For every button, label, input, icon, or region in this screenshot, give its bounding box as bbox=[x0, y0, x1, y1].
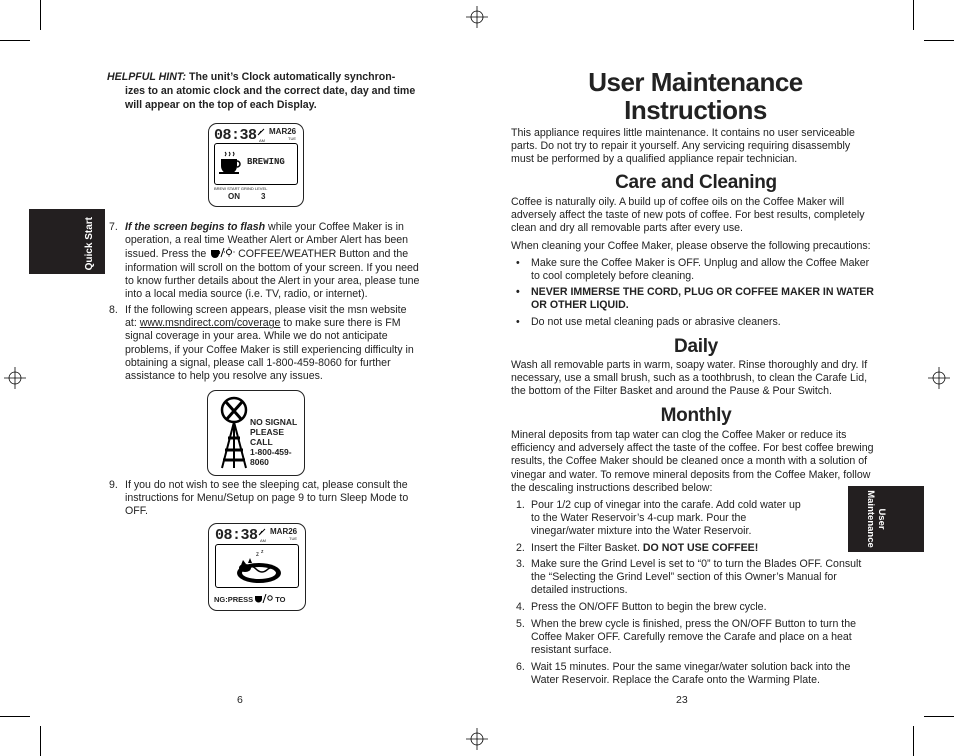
no-signal-line: 8060 bbox=[250, 457, 269, 467]
bullet-dot: • bbox=[516, 257, 520, 269]
descaling-step bbox=[516, 601, 876, 614]
antenna-tower-icon bbox=[216, 396, 252, 470]
descaling-step bbox=[516, 661, 876, 687]
care-paragraph-1: Coffee is naturally oily. A build up of coffee oils on the Coffee Maker will adversely affect the taste of new pots of coffee. For best results, completely clean and dry all removable parts after every use. bbox=[511, 196, 865, 235]
descaling-step bbox=[516, 618, 876, 658]
step-text: Press the ON/OFF Button to begin the brew cycle. bbox=[531, 601, 767, 613]
precaution-bullet bbox=[516, 257, 876, 283]
crop-mark bbox=[40, 726, 41, 756]
bullet-dot: • bbox=[516, 286, 520, 298]
bottom-text: TO bbox=[275, 595, 286, 604]
crop-mark bbox=[913, 726, 914, 756]
bullet-text: Do not use metal cleaning pads or abrasive cleaners. bbox=[531, 316, 781, 328]
title-line: User Maintenance bbox=[588, 67, 803, 97]
step-number: 5. bbox=[516, 618, 525, 630]
status-text: BREWING bbox=[247, 157, 285, 167]
svg-text:z: z bbox=[261, 549, 264, 555]
registration-mark-icon bbox=[466, 728, 488, 750]
step-text: Insert the Filter Basket. bbox=[531, 542, 643, 554]
coffee-weather-button-icon bbox=[209, 247, 235, 258]
clock-time: 08:38 bbox=[215, 527, 258, 544]
bullet-text: NEVER IMMERSE THE CORD, PLUG OR COFFEE MAKER IN WATER OR OTHER LIQUID. bbox=[531, 286, 874, 312]
list-item-7 bbox=[109, 221, 421, 301]
bullet-text: Make sure the Coffee Maker is OFF. Unplug and allow the Coffee Maker to cool completely before cleaning. bbox=[531, 257, 870, 283]
daily-heading: Daily bbox=[674, 336, 718, 357]
lcd-main-area bbox=[215, 544, 299, 588]
registration-mark-icon bbox=[928, 367, 950, 389]
registration-mark-icon bbox=[466, 6, 488, 28]
item-text: COFFEE/WEATHER Button and the information will scroll on the bottom of your screen. If you need to know further details about the Alert in your area, please tune into a local media source (i.e. TV, radio, or internet). bbox=[125, 248, 420, 301]
step-number: 1. bbox=[516, 499, 525, 511]
descaling-step bbox=[516, 558, 876, 598]
list-item-8 bbox=[109, 304, 421, 383]
page-number-left: 6 bbox=[237, 694, 243, 706]
page-number-right: 23 bbox=[676, 694, 688, 706]
item-text: to make sure there is FM signal coverage in your area. While we do not anticipate problems, if your Coffee Maker is still experiencing difficulty in obtaining a signal, please call 1-800-459-8060 for further assistance to help you resolve any issues. bbox=[125, 317, 414, 383]
bottom-text: NG:PRESS bbox=[214, 595, 254, 604]
care-cleaning-heading: Care and Cleaning bbox=[615, 172, 777, 193]
crop-mark bbox=[924, 716, 954, 717]
no-signal-line: NO SIGNAL bbox=[250, 417, 298, 427]
item-number: 9. bbox=[109, 479, 118, 491]
item-text: while your Coffee Maker is in operation, a real time Weather Alert or Amber Alert has been issued. Press the bbox=[125, 221, 409, 261]
crop-mark bbox=[40, 0, 41, 30]
date: MAR26 bbox=[270, 527, 298, 536]
precaution-bullet bbox=[516, 316, 876, 329]
registration-mark-icon bbox=[4, 367, 26, 389]
step-text: Pour 1/2 cup of vinegar into the carafe. Add cold water up to the Water Reservoir’s 4-cup mark. Pour the vinegar/water mixture into the Water Reservoir. bbox=[531, 499, 801, 538]
display-brewing-illustration bbox=[208, 123, 304, 207]
page-title bbox=[518, 68, 873, 124]
crop-mark bbox=[913, 0, 914, 30]
step-bold-text: DO NOT USE COFFEE! bbox=[642, 542, 759, 554]
monthly-heading: Monthly bbox=[660, 405, 732, 426]
item-number: 7. bbox=[109, 221, 118, 233]
side-tab-line: Maintenance bbox=[865, 490, 876, 548]
side-tab-user-maintenance bbox=[848, 486, 924, 552]
no-signal-line: 1-800-459- bbox=[250, 447, 292, 457]
date: MAR26 bbox=[269, 127, 297, 136]
no-signal-line: CALL bbox=[250, 437, 273, 447]
coffee-cup-icon bbox=[218, 150, 244, 176]
item-emphasis: If the screen begins to flash bbox=[125, 221, 266, 233]
day: TUE bbox=[289, 536, 297, 541]
crop-mark bbox=[924, 40, 954, 41]
display-no-signal-illustration bbox=[207, 390, 305, 476]
step-number: 4. bbox=[516, 601, 525, 613]
side-tab-line: User bbox=[876, 508, 887, 530]
signal-icon bbox=[258, 528, 266, 536]
step-text: When the brew cycle is finished, press the ON/OFF Button to turn the Coffee Maker OFF. Carefully remove the Carafe and place on a heat resistant surface. bbox=[531, 618, 857, 657]
step-text: Make sure the Grind Level is set to “0” to turn the Blades OFF. Consult the “Selecting the Grind Level” section of this Owner’s Manual for detailed instructions. bbox=[531, 558, 862, 597]
crop-mark bbox=[0, 716, 30, 717]
side-tab-quick-start bbox=[29, 209, 105, 274]
bullet-dot: • bbox=[516, 316, 520, 328]
svg-text:z: z bbox=[256, 552, 259, 558]
intro-paragraph: This appliance requires little maintenance. It contains no user serviceable parts. Do not try to repair it yourself. Any servicing requiring disassembly must be performed by a qualified appliance repair technician. bbox=[511, 127, 855, 166]
brew-start-value: ON bbox=[228, 192, 240, 201]
grind-level-value: 3 bbox=[261, 192, 266, 201]
care-paragraph-2: When cleaning your Coffee Maker, please observe the following precautions: bbox=[511, 240, 871, 252]
monthly-paragraph: Mineral deposits from tap water can clog the Coffee Maker or reduce its efficiency and adversely affect the taste of the coffee. For best coffee brewing results, the Coffee Maker should be cleaned once a month with a solution of vinegar and water. To remove mineral deposits from the Coffee Maker, follow the descaling instructions described below: bbox=[511, 429, 874, 494]
step-number: 3. bbox=[516, 558, 525, 570]
side-tab-label: Quick Start bbox=[84, 217, 95, 271]
no-signal-line: PLEASE bbox=[250, 427, 285, 437]
coffee-weather-button-icon bbox=[253, 594, 275, 603]
sleeping-cat-icon bbox=[234, 549, 284, 585]
step-number: 2. bbox=[516, 542, 525, 554]
lcd-main-area bbox=[214, 143, 298, 185]
item-number: 8. bbox=[109, 304, 118, 316]
list-item-9 bbox=[109, 479, 421, 519]
display-sleeping-cat-illustration bbox=[208, 523, 306, 611]
hint-rest: izes to an atomic clock and the correct date, day and time will appear on the top of each Display. bbox=[125, 85, 416, 111]
step-text: Wait 15 minutes. Pour the same vinegar/water solution back into the Water Reservoir. Replace the Carafe onto the Warming Plate. bbox=[531, 661, 851, 687]
day: TUE bbox=[288, 136, 296, 141]
precaution-bullet bbox=[516, 286, 876, 312]
daily-paragraph: Wash all removable parts in warm, soapy water. Rinse thoroughly and dry. If necessary, use a small brush, such as a toothbrush, to clean the Carafe Lid, the bottom of the Filter Basket and around the Pause & Pour Switch. bbox=[511, 359, 868, 398]
bottom-instruction bbox=[214, 594, 285, 604]
crop-mark bbox=[0, 40, 30, 41]
descaling-step bbox=[516, 499, 812, 539]
descaling-step bbox=[516, 542, 876, 555]
clock-ampm: AM bbox=[259, 138, 265, 143]
item-text: If the following screen appears, please visit the msn website at: bbox=[125, 304, 407, 330]
clock-time: 08:38 bbox=[214, 127, 257, 144]
bottom-label: BREW START GRIND LEVEL bbox=[214, 186, 268, 191]
coverage-link[interactable]: www.msndirect.com/coverage bbox=[139, 317, 281, 330]
signal-icon bbox=[257, 128, 265, 136]
item-text: If you do not wish to see the sleeping cat, please consult the instructions for Menu/Setup on page 9 to turn Sleep Mode to OFF. bbox=[125, 479, 409, 518]
helpful-hint bbox=[107, 70, 417, 112]
step-number: 6. bbox=[516, 661, 525, 673]
hint-first-line: The unit’s Clock automatically synchron- bbox=[189, 71, 396, 83]
title-line: Instructions bbox=[624, 95, 767, 125]
clock-ampm: AM bbox=[260, 538, 266, 543]
hint-label: HELPFUL HINT: bbox=[107, 71, 187, 83]
